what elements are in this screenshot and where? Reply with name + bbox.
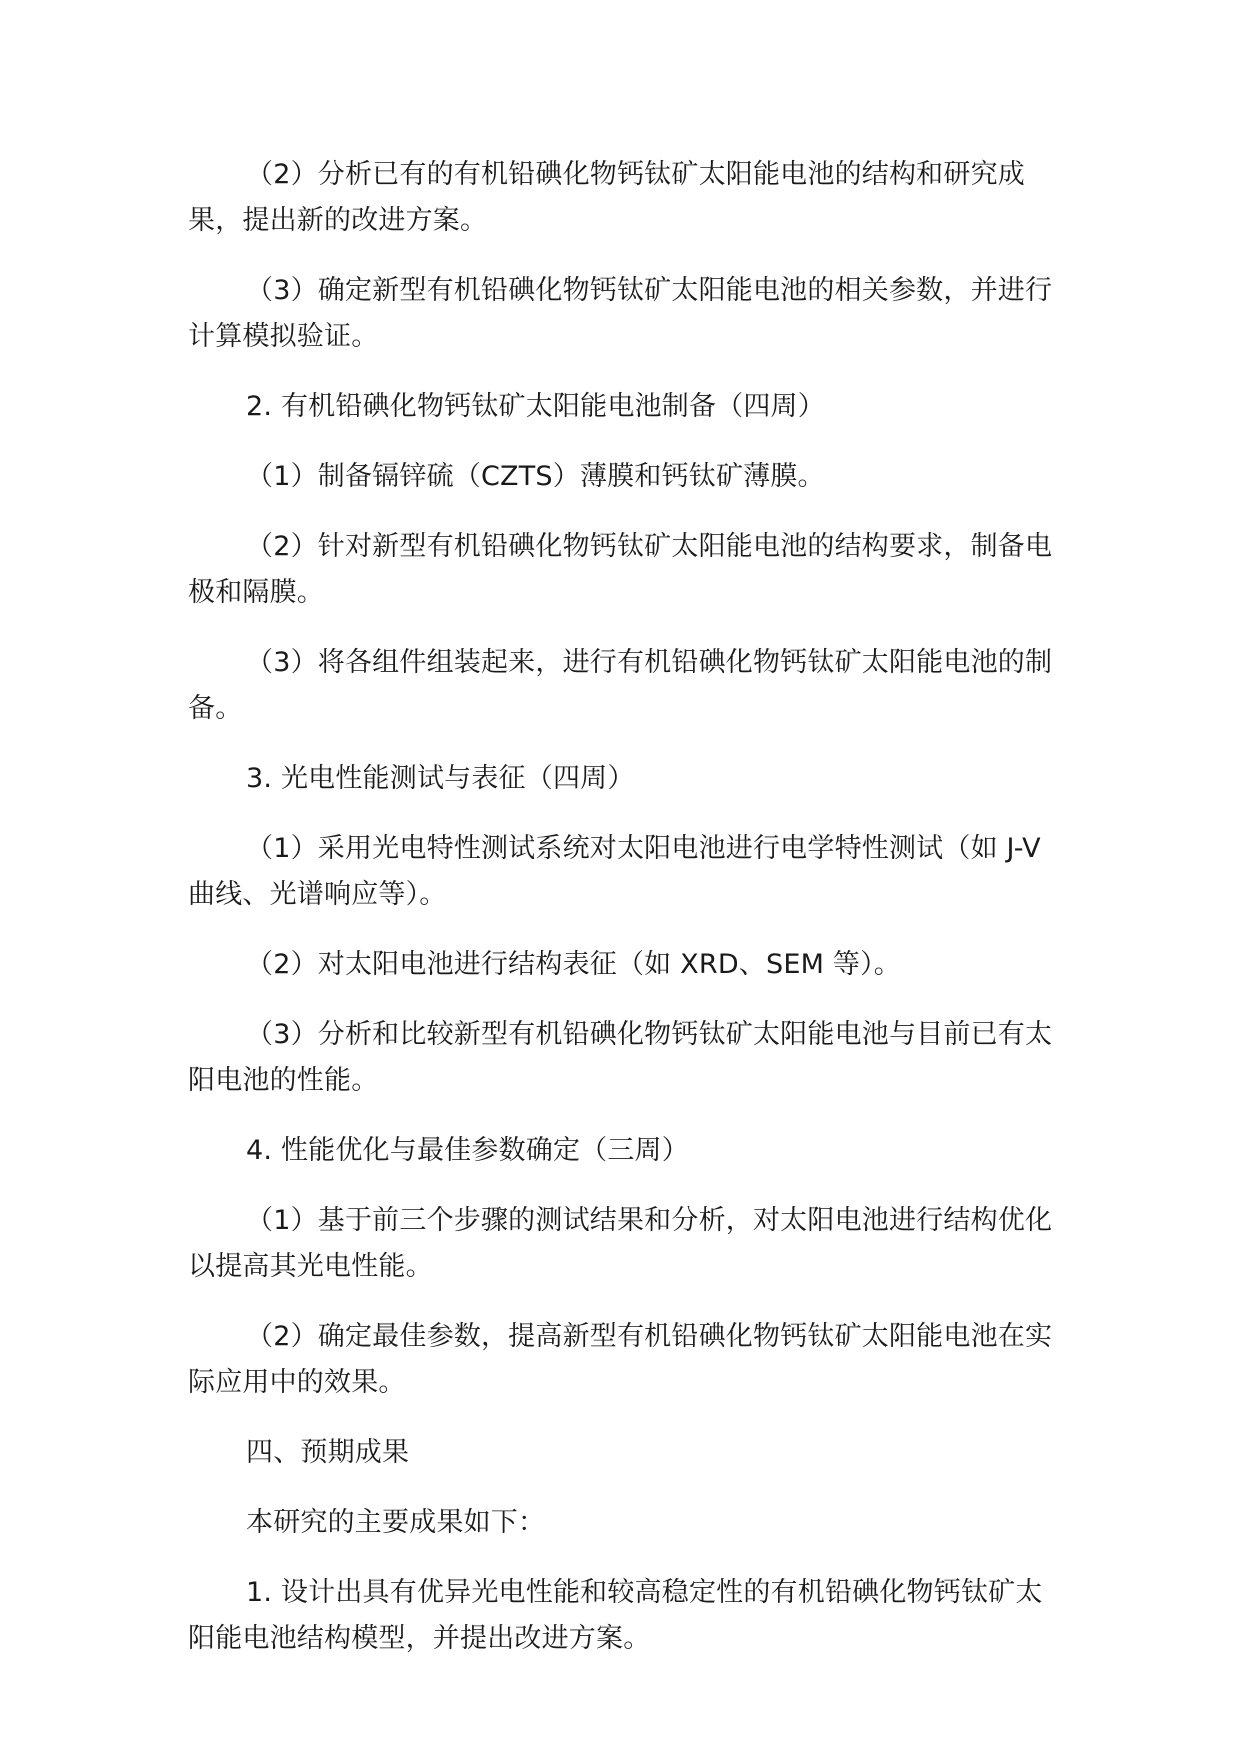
section-heading-testing: 3. 光电性能测试与表征（四周）: [246, 763, 635, 794]
paragraph-structural-characterization: （2）对太阳电池进行结构表征（如 XRD、SEM 等）。: [246, 949, 901, 980]
paragraph-result-1: 1. 设计出具有优异光电性能和较高稳定性的有机铅碘化物钙钛矿太阳能电池结构模型，并提出改进方案。: [188, 1577, 1043, 1654]
paragraph-results-intro: 本研究的主要成果如下：: [246, 1507, 546, 1538]
paragraph-film-preparation: （1）制备镉锌硫（CZTS）薄膜和钙钛矿薄膜。: [246, 461, 825, 492]
paragraph-best-parameters: （2）确定最佳参数，提高新型有机铅碘化物钙钛矿太阳能电池在实际应用中的效果。: [188, 1321, 1053, 1398]
paragraph-performance-comparison: （3）分析和比较新型有机铅碘化物钙钛矿太阳能电池与目前已有太阳电池的性能。: [188, 1019, 1053, 1096]
paragraph-electrode-separator: （2）针对新型有机铅碘化物钙钛矿太阳能电池的结构要求，制备电极和隔膜。: [188, 531, 1053, 608]
section-heading-fabrication: 2. 有机铅碘化物钙钛矿太阳能电池制备（四周）: [246, 391, 825, 422]
paragraph-assembly: （3）将各组件组装起来，进行有机铅碘化物钙钛矿太阳能电池的制备。: [188, 647, 1053, 724]
section-heading-expected-results: 四、预期成果: [246, 1437, 410, 1468]
paragraph-electrical-testing: （1）采用光电特性测试系统对太阳电池进行电学特性测试（如 J-V 曲线、光谱响应等）。: [188, 833, 1041, 910]
paragraph-parameters-simulation: （3）确定新型有机铅碘化物钙钛矿太阳能电池的相关参数，并进行计算模拟验证。: [188, 275, 1053, 352]
paragraph-analysis-existing: （2）分析已有的有机铅碘化物钙钛矿太阳能电池的结构和研究成果，提出新的改进方案。: [188, 159, 1025, 236]
document-body: [188, 152, 1058, 1686]
paragraph-structure-optimization: （1）基于前三个步骤的测试结果和分析，对太阳电池进行结构优化以提高其光电性能。: [188, 1205, 1053, 1282]
section-heading-optimization: 4. 性能优化与最佳参数确定（三周）: [246, 1135, 689, 1166]
